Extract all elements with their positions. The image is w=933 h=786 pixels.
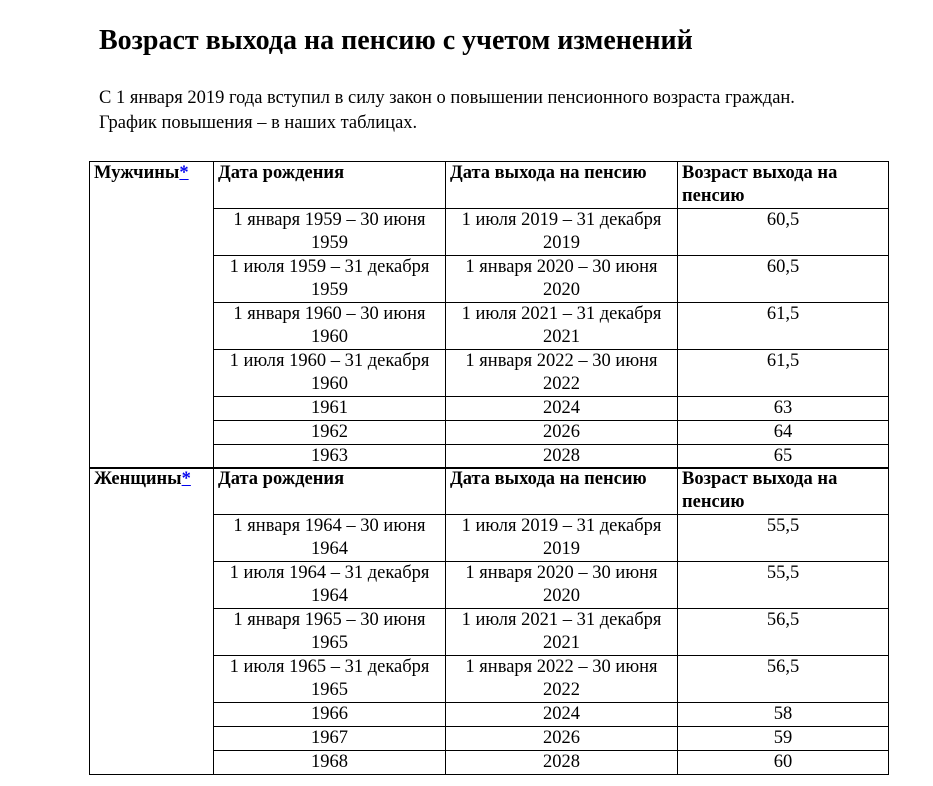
retire-date-cell: 1 июля 2021 – 31 декабря 2021 (446, 609, 678, 656)
retire-date-cell: 1 июля 2021 – 31 декабря 2021 (446, 303, 678, 350)
retire-age-cell: 64 (678, 421, 889, 445)
retire-date-cell: 1 июля 2019 – 31 декабря 2019 (446, 209, 678, 256)
women-table (89, 467, 889, 775)
birth-cell: 1 января 1960 – 30 июня 1960 (214, 303, 446, 350)
birth-cell: 1 января 1965 – 30 июня 1965 (214, 609, 446, 656)
page-title: Возраст выхода на пенсию с учетом изменений (99, 25, 693, 56)
retire-age-cell: 60,5 (678, 209, 889, 256)
retire-date-cell: 2028 (446, 751, 678, 775)
retire-age-cell: 55,5 (678, 562, 889, 609)
retire-date-cell: 1 января 2020 – 30 июня 2020 (446, 562, 678, 609)
retire-date-cell: 2026 (446, 421, 678, 445)
column-header-retire-age: Возраст выхода на пенсию (678, 162, 889, 209)
birth-cell: 1967 (214, 727, 446, 751)
column-header-retire-age: Возраст выхода на пенсию (678, 468, 889, 515)
retire-age-cell: 61,5 (678, 350, 889, 397)
column-header-retire-date: Дата выхода на пенсию (446, 162, 678, 209)
retire-age-cell: 59 (678, 727, 889, 751)
retire-age-cell: 56,5 (678, 656, 889, 703)
birth-cell: 1962 (214, 421, 446, 445)
retire-age-cell: 61,5 (678, 303, 889, 350)
birth-cell: 1 июля 1965 – 31 декабря 1965 (214, 656, 446, 703)
retire-age-cell: 63 (678, 397, 889, 421)
men-table (89, 161, 889, 469)
column-header-birth: Дата рождения (214, 468, 446, 515)
retire-age-cell: 65 (678, 445, 889, 469)
intro-paragraph (99, 86, 899, 136)
retire-age-cell: 55,5 (678, 515, 889, 562)
footnote-link[interactable]: * (181, 469, 191, 489)
retire-age-cell: 56,5 (678, 609, 889, 656)
birth-cell: 1963 (214, 445, 446, 469)
retire-date-cell: 2024 (446, 397, 678, 421)
birth-cell: 1 января 1959 – 30 июня 1959 (214, 209, 446, 256)
table-header-row (90, 468, 889, 515)
retire-age-cell: 58 (678, 703, 889, 727)
women-label-cell (90, 468, 214, 775)
footnote-link[interactable]: * (179, 163, 189, 183)
women-label: Женщины (94, 469, 182, 489)
retire-date-cell: 1 января 2022 – 30 июня 2022 (446, 656, 678, 703)
intro-line: С 1 января 2019 года вступил в силу закон о повышении пенсионного возраста граждан. (99, 88, 795, 108)
birth-cell: 1966 (214, 703, 446, 727)
retire-age-cell: 60,5 (678, 256, 889, 303)
retire-date-cell: 2026 (446, 727, 678, 751)
retire-date-cell: 2024 (446, 703, 678, 727)
retire-date-cell: 2028 (446, 445, 678, 469)
retire-date-cell: 1 января 2022 – 30 июня 2022 (446, 350, 678, 397)
retire-age-cell: 60 (678, 751, 889, 775)
birth-cell: 1 января 1964 – 30 июня 1964 (214, 515, 446, 562)
table-header-row (90, 162, 889, 209)
intro-line: График повышения – в наших таблицах. (99, 113, 418, 133)
men-label: Мужчины (94, 163, 180, 183)
birth-cell: 1 июля 1959 – 31 декабря 1959 (214, 256, 446, 303)
birth-cell: 1 июля 1960 – 31 декабря 1960 (214, 350, 446, 397)
retire-date-cell: 1 июля 2019 – 31 декабря 2019 (446, 515, 678, 562)
column-header-birth: Дата рождения (214, 162, 446, 209)
men-label-cell (90, 162, 214, 469)
birth-cell: 1968 (214, 751, 446, 775)
column-header-retire-date: Дата выхода на пенсию (446, 468, 678, 515)
retire-date-cell: 1 января 2020 – 30 июня 2020 (446, 256, 678, 303)
birth-cell: 1 июля 1964 – 31 декабря 1964 (214, 562, 446, 609)
birth-cell: 1961 (214, 397, 446, 421)
